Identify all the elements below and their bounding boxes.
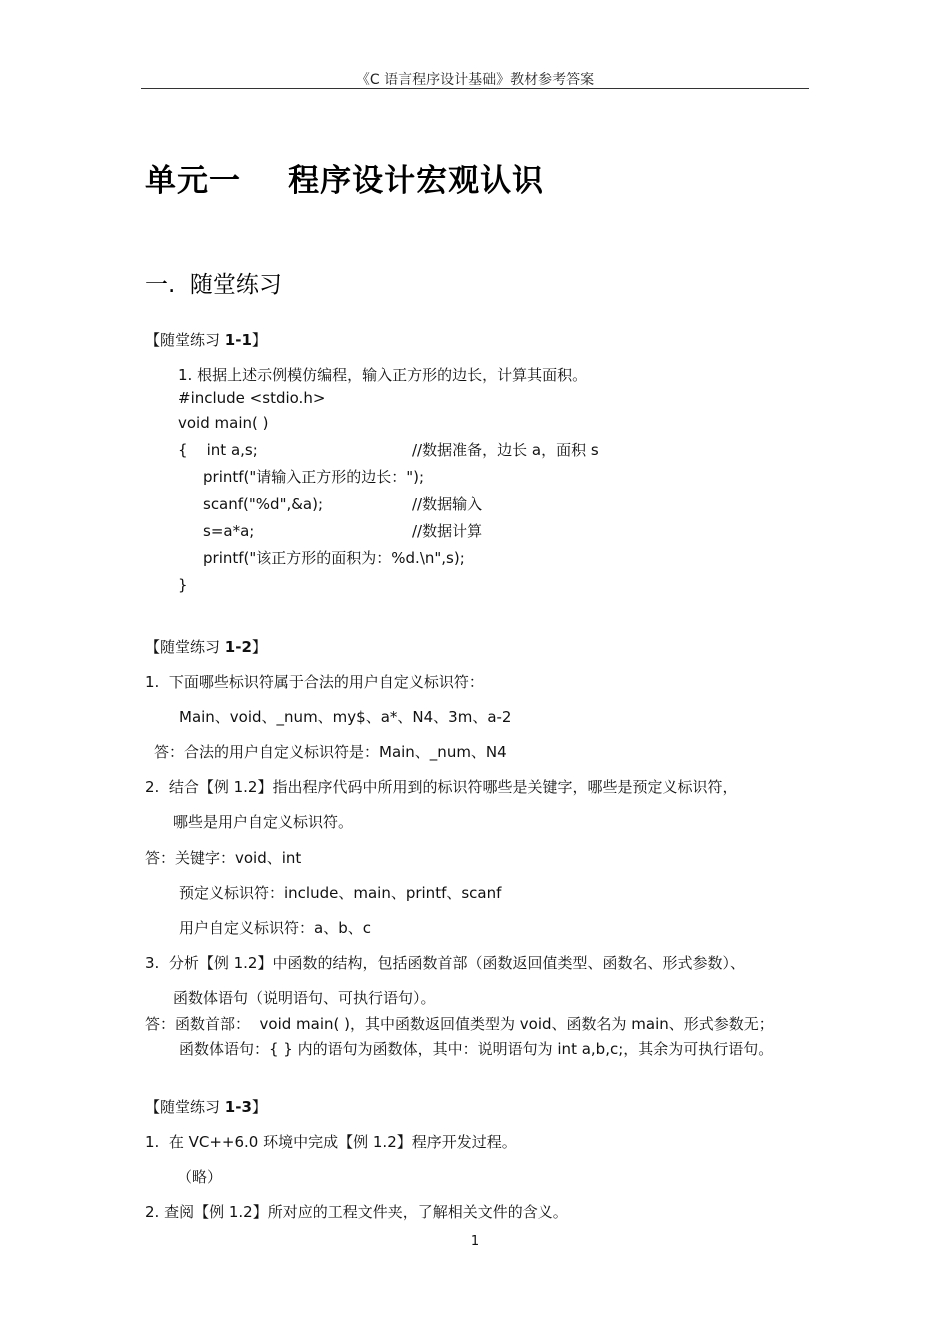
code-line: printf("该正方形的面积为：%d.\n",s); <box>203 549 465 567</box>
heading-suffix: 】 <box>251 1098 267 1116</box>
exercise-1-2-question-3: 3. 分析【例 1.2】中函数的结构，包括函数首部（函数返回值类型、函数名、形式参数）、 <box>145 954 745 972</box>
exercise-1-2-question-1: 1. 下面哪些标识符属于合法的用户自定义标识符： <box>145 673 484 691</box>
exercise-1-2-question-3-cont: 函数体语句（说明语句、可执行语句）。 <box>173 989 436 1007</box>
heading-prefix: 【随堂练习 <box>145 638 225 656</box>
code-line: void main( ) <box>178 414 269 432</box>
answer-3-body: 函数体语句：{ } 内的语句为函数体，其中：说明语句为 int a,b,c;，其余为可执行语句。 <box>179 1040 774 1058</box>
heading-prefix: 【随堂练习 <box>145 331 225 349</box>
exercise-1-2-question-2-cont: 哪些是用户自定义标识符。 <box>173 813 354 831</box>
heading-suffix: 】 <box>251 638 267 656</box>
code-comment: //数据输入 <box>412 495 483 513</box>
code-line: } <box>178 576 188 594</box>
exercise-1-3-heading <box>145 1097 267 1117</box>
code-comment: //数据准备，边长 a，面积 s <box>412 441 599 459</box>
code-line: #include <stdio.h> <box>178 389 326 407</box>
answer-2-user-defined: 用户自定义标识符：a、b、c <box>179 919 371 937</box>
heading-prefix: 【随堂练习 <box>145 1098 225 1116</box>
exercise-1-3-question-1: 1. 在 VC++6.0 环境中完成【例 1.2】程序开发过程。 <box>145 1133 517 1151</box>
heading-number: 1-2 <box>224 638 252 656</box>
running-header: 《C 语言程序设计基础》教材参考答案 <box>355 72 595 88</box>
page-number: 1 <box>470 1234 480 1249</box>
code-line: { int a,s; <box>178 441 258 459</box>
answer-2-keywords: 答：关键字：void、int <box>145 849 302 867</box>
identifier-list: Main、void、_num、my$、a*、N4、3m、a-2 <box>179 708 512 726</box>
answer-2-predefined: 预定义标识符：include、main、printf、scanf <box>179 884 502 902</box>
header-rule <box>141 88 809 89</box>
heading-number: 1-1 <box>224 331 252 349</box>
heading-suffix: 】 <box>251 331 267 349</box>
exercise-1-2-question-2: 2. 结合【例 1.2】指出程序代码中所用到的标识符哪些是关键字，哪些是预定义标识符， <box>145 778 738 796</box>
exercise-1-3-answer-1: （略） <box>177 1168 223 1186</box>
code-line: printf("请输入正方形的边长："); <box>203 468 425 486</box>
heading-number: 1-3 <box>224 1098 252 1116</box>
exercise-1-1-question: 1. 根据上述示例模仿编程，输入正方形的边长，计算其面积。 <box>178 366 588 384</box>
unit-title: 单元一 程序设计宏观认识 <box>145 163 545 199</box>
exercise-1-3-question-2: 2. 查阅【例 1.2】所对应的工程文件夹，了解相关文件的含义。 <box>145 1203 568 1221</box>
exercise-1-1-heading <box>145 330 267 350</box>
exercise-1-2-heading <box>145 637 267 657</box>
answer-3-header: 答：函数首部： void main( )，其中函数返回值类型为 void、函数名为 main、形式参数无； <box>145 1015 774 1033</box>
code-comment: //数据计算 <box>412 522 483 540</box>
code-line: scanf("%d",&a); <box>203 495 324 513</box>
section-title: 一. 随堂练习 <box>145 272 282 298</box>
code-line: s=a*a; <box>203 522 255 540</box>
answer-1: 答：合法的用户自定义标识符是：Main、_num、N4 <box>154 743 507 761</box>
